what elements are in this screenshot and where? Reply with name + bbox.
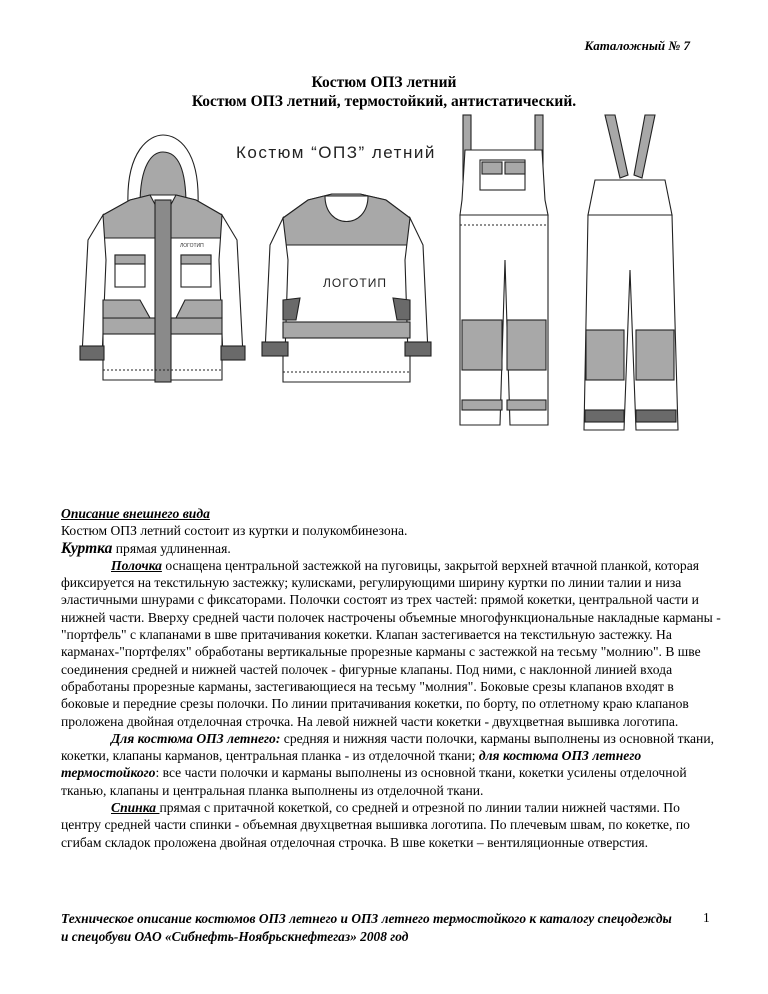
overalls-back-drawing (584, 115, 678, 430)
front-text: оснащена центральной застежкой на пуговицы, закрытой верхней втачной планкой, которая фиксируется на текстильную застежку; кулисками, регулирующими ширину куртки по линии талии и низа эластичными шнурами с фиксаторами. Полочки состоят из трех частей: прямой кокетки, центральной части и нижней части. Вверху средней части полочек настрочены объемные многофункциональные накладные карманы -"портфель" с клапанами в шве притачивания кокетки. Клапан застегивается на текстильную застежку. На карманах-"портфелях" обработаны вертикальные прорезные карманы с застежкой на тесьму "молнию". В шве соединения средней и нижней частей полочек - фигурные клапаны. Под ними, с наклонной линией входа обработаны прорезные карманы, застегивающиеся на тесьму "молния". Боковые срезы клапанов входят в боковые и передние срезы полочки. По линии притачивания кокетки, по борту, по отлетному краю клапанов проложена двойная отделочная строчка. На левой нижней части кокетки - двухцветная вышивка логотипа. (61, 557, 721, 729)
footer-text: Техническое описание костюмов ОПЗ летнего и ОПЗ летнего термостойкого к каталогу спецодежды и спецобуви ОАО «Сибнефть-Ноябрьскнефтегаз» 2008 год (61, 911, 672, 944)
description-intro: Костюм ОПЗ летний состоит из куртки и полукомбинезона. (61, 523, 408, 539)
jacket-front-drawing (80, 135, 245, 382)
document-subtitle: Костюм ОПЗ летний, термостойкий, антистатический. (191, 93, 577, 110)
description-body (61, 505, 721, 851)
summer-label: Для костюма ОПЗ летнего: (111, 730, 281, 746)
illustration-caption: Костюм “ОПЗ” летний (236, 143, 436, 162)
front-logo: ЛОГОТИП (180, 243, 204, 249)
catalog-number: Каталожный № 7 (584, 38, 690, 53)
back-logo: ЛОГОТИП (323, 276, 387, 290)
jacket-title: Куртка (61, 539, 113, 557)
front-label: Полочка (111, 557, 162, 573)
summer-text: средняя и нижняя части полочки, карманы выполнены из основной ткани, кокетки, клапаны карманов, центральная планка - из отделочной ткани; (61, 730, 714, 764)
document-title: Костюм ОПЗ летний (311, 74, 457, 91)
thermo-text: : все части полочки и карманы выполнены из основной ткани, кокетки усилены отделочной тканью, клапаны и центральная планка выполнены из отделочной ткани. (61, 765, 687, 798)
description-heading: Описание внешнего вида (61, 506, 210, 521)
jacket-desc: прямая удлиненная. (112, 540, 231, 556)
back-label: Спинка (111, 800, 160, 816)
overalls-front-drawing (460, 115, 548, 425)
thermo-label: для костюма ОПЗ летнего термостойкого (61, 748, 642, 781)
page-number: 1 (703, 910, 710, 925)
back-text: прямая с притачной кокеткой, со средней и отрезной по линии талии нижней частями. По центру средней части спинки - объемная двухцветная вышивка логотипа. По плечевым швам, по кокетке, по сгибам складок проложена двойная отделочная строчка. В шве кокетки – вентиляционные отверстия. (61, 800, 690, 850)
